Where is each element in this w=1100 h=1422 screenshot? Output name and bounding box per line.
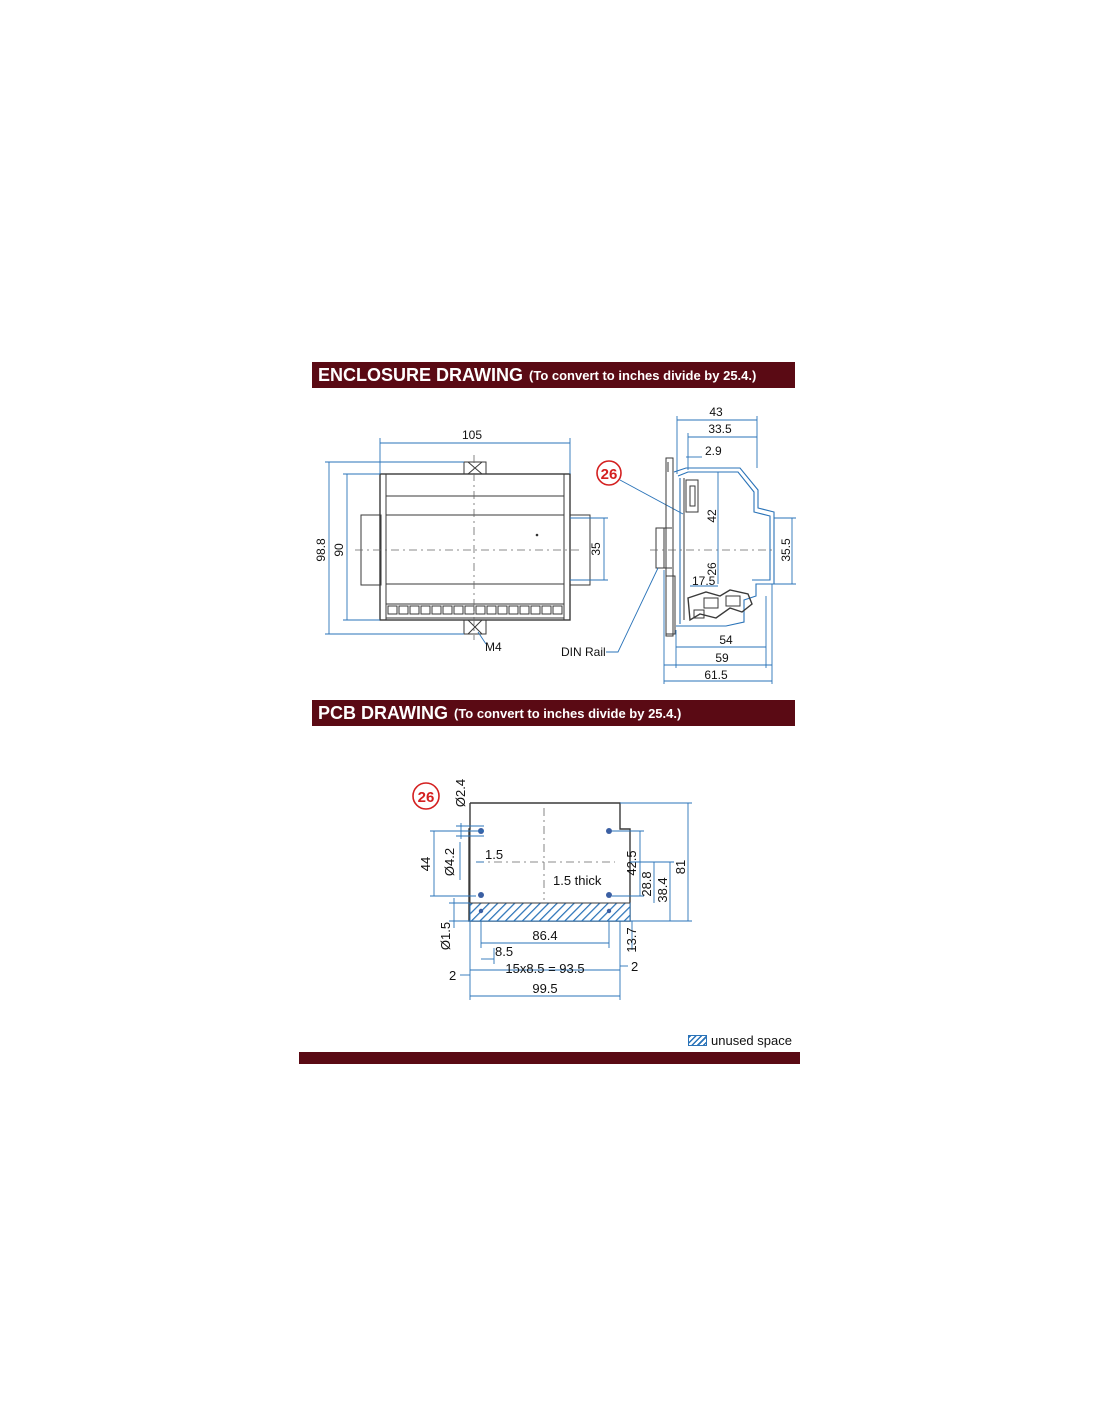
dim-2-left: 2 (449, 968, 457, 983)
dim-90: 90 (332, 543, 346, 557)
dim-d1-5: Ø1.5 (438, 921, 453, 951)
dim-35-5: 35.5 (779, 538, 793, 562)
legend (688, 1033, 792, 1048)
dim-38-4: 38.4 (655, 877, 670, 903)
dim-81: 81 (673, 859, 688, 875)
svg-text:26: 26 (417, 789, 435, 806)
enclosure-part-badge (597, 461, 683, 514)
enclosure-subtitle: (To convert to inches divide by 25.4.) (529, 367, 757, 383)
dim-35: 35 (589, 542, 603, 556)
dim-28-8: 28.8 (639, 871, 654, 897)
dim-2-right: 2 (631, 959, 639, 974)
legend-label: unused space (711, 1033, 792, 1048)
dim-44: 44 (418, 856, 433, 872)
pcb-drawing (418, 779, 692, 1000)
svg-text:26: 26 (600, 466, 618, 483)
dim-15x8-5: 15x8.5 = 93.5 (505, 961, 585, 976)
dim-1-5: 1.5 (485, 847, 504, 862)
label-1-5-thick: 1.5 thick (553, 873, 602, 888)
dim-2-9: 2.9 (705, 444, 722, 458)
dim-54: 54 (719, 633, 733, 647)
dim-61-5: 61.5 (704, 668, 728, 682)
dim-59: 59 (715, 651, 729, 665)
dim-33-5: 33.5 (708, 422, 732, 436)
terminal-row (386, 604, 564, 618)
dim-86-4: 86.4 (532, 928, 558, 943)
footer-bar (299, 1052, 800, 1064)
label-din-rail: DIN Rail (561, 645, 606, 659)
dim-42-5: 42.5 (624, 850, 639, 876)
dim-d2-4: Ø2.4 (453, 778, 468, 808)
hatch-swatch-icon (688, 1035, 707, 1046)
label-m4: M4 (485, 640, 502, 654)
dim-42: 42 (705, 509, 719, 523)
enclosure-title: ENCLOSURE DRAWING (318, 364, 524, 385)
dim-8-5: 8.5 (495, 944, 514, 959)
dim-99-5: 99.5 (532, 981, 558, 996)
pcb-subtitle: (To convert to inches divide by 25.4.) (454, 705, 682, 721)
dim-98-8: 98.8 (314, 538, 328, 562)
pcb-part-badge (413, 783, 439, 809)
dim-105: 105 (461, 428, 483, 442)
enclosure-front-view (314, 428, 608, 654)
dim-d4-2: Ø4.2 (442, 847, 457, 877)
pcb-title: PCB DRAWING (318, 702, 448, 723)
dim-13-7: 13.7 (624, 927, 639, 953)
dim-26: 26 (705, 562, 719, 576)
dim-43: 43 (709, 405, 723, 419)
dim-17-5: 17.5 (692, 574, 716, 588)
